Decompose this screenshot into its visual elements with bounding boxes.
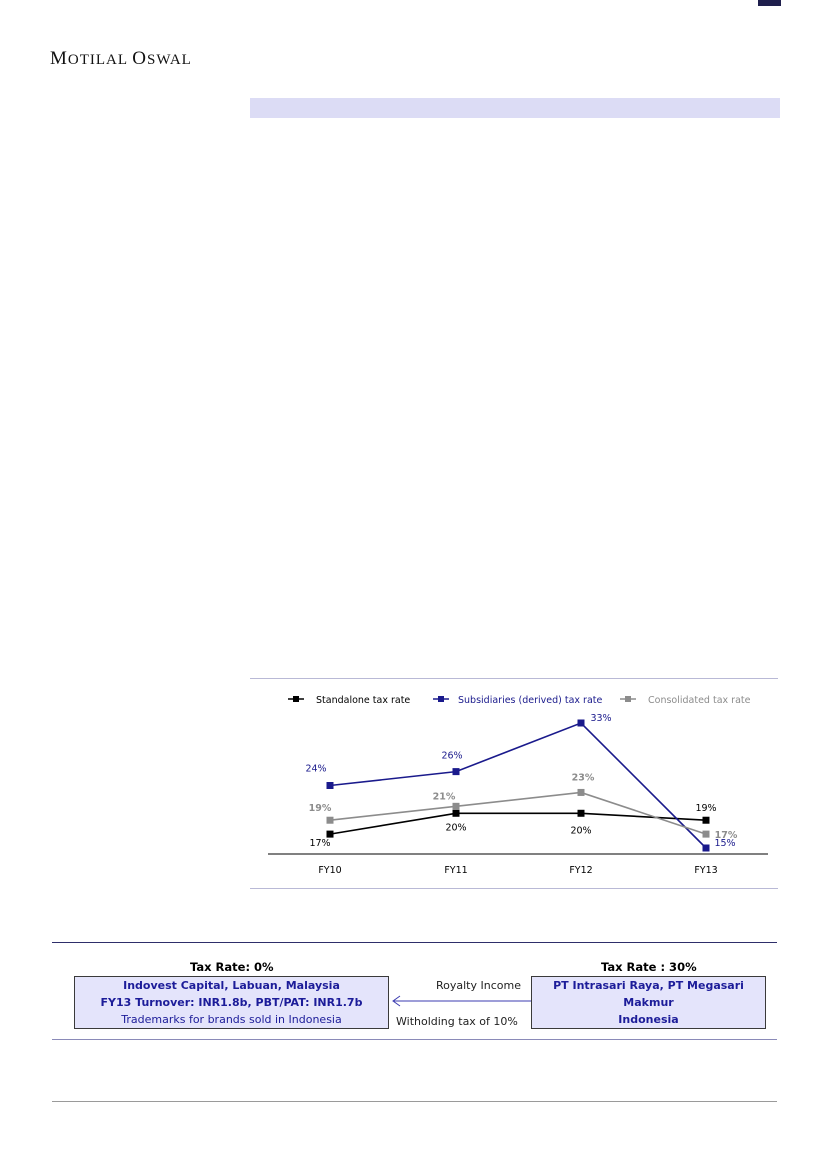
data-label: 17% [714,830,738,842]
x-tick-label: FY13 [694,865,718,876]
data-label: 15% [714,838,736,849]
royalty-income-label: Royalty Income [436,979,521,992]
data-point [327,817,334,824]
logo-text: OTILAL [67,52,128,68]
data-label: 20% [570,825,592,837]
data-point [327,782,334,789]
logo-letter: M [50,48,68,69]
indovest-financials: FY13 Turnover: INR1.8b, PBT/PAT: INR1.7b [100,996,363,1009]
data-label: 24% [305,763,327,775]
data-label: 20% [445,822,467,834]
data-label: 19% [695,803,717,815]
logo-text: SWAL [146,52,192,68]
legend-label: Subsidiaries (derived) tax rate [458,695,603,706]
legend-label: Standalone tax rate [316,695,411,706]
indovest-trademarks: Trademarks for brands sold in Indonesia [121,1013,342,1026]
data-point [578,810,585,817]
series-line [330,723,706,848]
data-label: 26% [441,750,463,762]
legend-label: Consolidated tax rate [648,695,751,706]
data-point [327,831,334,838]
withholding-tax-label: Witholding tax of 10% [396,1015,518,1028]
indovest-name: Indovest Capital, Labuan, Malaysia [123,979,340,992]
data-label: 33% [590,713,612,724]
left-tax-rate: Tax Rate: 0% [190,960,274,974]
tax-rate-chart-svg [250,679,778,888]
pt-companies-country: Indonesia [618,1013,679,1026]
series-line [330,813,706,837]
tax-rate-chart [250,678,778,889]
legend-marker [438,696,444,702]
logo-letter: O [132,48,147,69]
data-point [578,720,585,727]
data-point [453,803,460,810]
x-tick-label: FY11 [444,865,468,876]
top-accent-strip [758,0,781,6]
royalty-flow-diagram [52,942,777,1040]
company-logo [50,48,192,70]
pt-companies-box [531,976,766,1029]
data-label: 21% [432,791,456,803]
legend-marker [625,696,631,702]
indovest-box [74,976,389,1029]
x-tick-label: FY12 [569,865,593,876]
data-point [703,817,710,824]
data-label: 17% [309,838,331,850]
right-tax-rate: Tax Rate : 30% [601,960,697,974]
data-point [453,810,460,817]
pt-companies-name: PT Intrasari Raya, PT Megasari Makmur [553,979,744,1009]
royalty-arrow [390,994,532,1008]
legend-marker [293,696,299,702]
data-label: 19% [308,803,332,815]
data-point [453,768,460,775]
footer-rule [52,1101,777,1102]
section-banner [250,98,780,118]
data-point [703,845,710,852]
data-point [703,831,710,838]
x-tick-label: FY10 [318,865,342,876]
data-label: 23% [571,772,595,784]
data-point [578,789,585,796]
